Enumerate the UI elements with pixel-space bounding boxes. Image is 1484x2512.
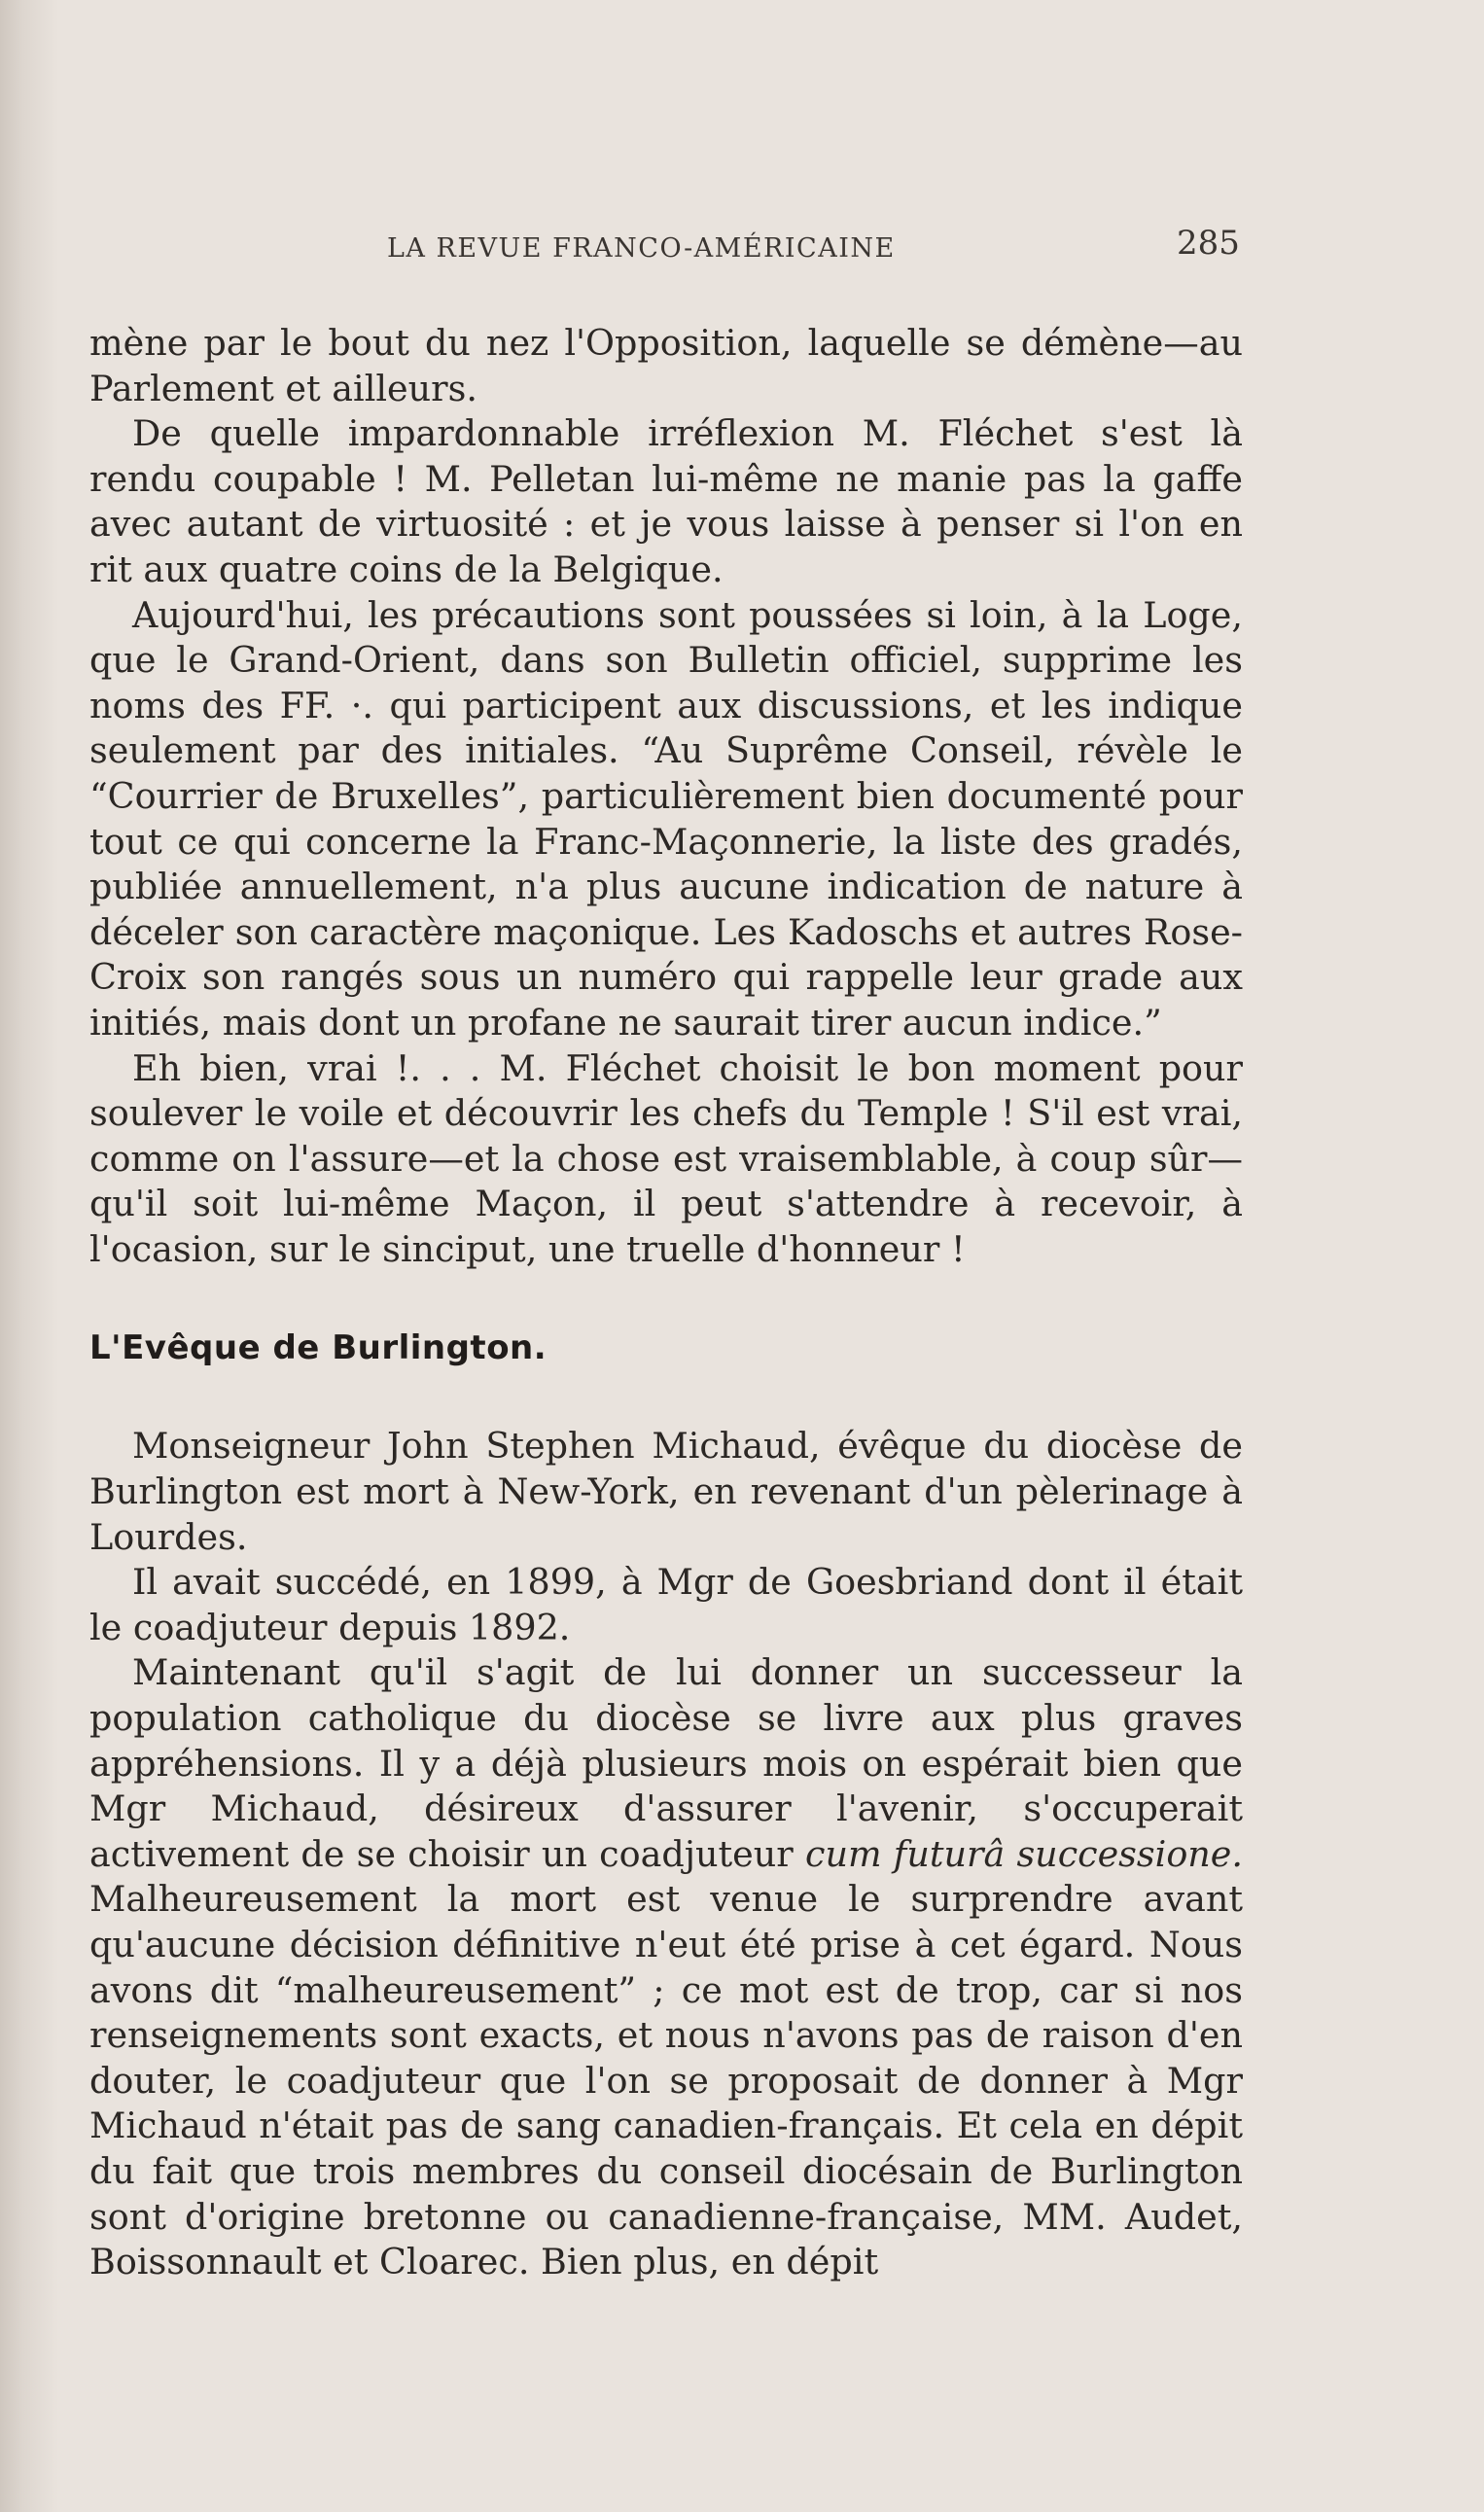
- paragraph: [89, 1650, 1243, 2284]
- page-number: 285: [1177, 224, 1240, 263]
- paragraph: De quelle impardonnable irréflexion M. Fléchet s'est là rendu coupable ! M. Pelletan lui-même ne manie pas la gaffe avec autant de virtuosité : et je vous laisse à penser si l'on en rit aux quatre coins de la Belgique.: [89, 412, 1243, 590]
- paragraph-text: Maintenant qu'il s'agit de lui donner un successeur la population catholique du diocèse se livre aux plus graves appréhensions. Il y a déjà plusieurs mois on espérait bien que Mgr Michaud, désireux d'assurer l'avenir, s'occuperait activement de se choisir un coadjuteur: [89, 1651, 1243, 1875]
- running-title: LA REVUE FRANCO-AMÉRICAINE: [387, 233, 896, 264]
- paragraph: Aujourd'hui, les précautions sont poussées si loin, à la Loge, que le Grand-Orient, dans son Bulletin officiel, supprime les noms des FF. ·. qui participent aux discussions, et les indique seulement par des initiales. “Au Suprême Conseil, révèle le “Courrier de Bruxelles”, particulièrement bien documenté pour tout ce qui concerne la Franc-Maçonnerie, la liste des gradés, publiée annuellement, n'a plus aucune indication de nature à déceler son caractère maçonique. Les Kadoschs et autres Rose-Croix son rangés sous un numéro qui rappelle leur grade aux initiés, mais dont un profane ne saurait tirer aucun indice.”: [89, 593, 1243, 1044]
- section-heading: L'Evêque de Burlington.: [89, 1328, 548, 1368]
- paragraph: Il avait succédé, en 1899, à Mgr de Goesbriand dont il était le coadjuteur depuis 1892.: [89, 1561, 1243, 1648]
- paragraph-text: Malheureusement la mort est venue le surprendre avant qu'aucune décision définitive n'eut été prise à cet égard. Nous avons dit “malheureusement” ; ce mot est de trop, car si nos renseignements sont exacts, et nous n'avons pas de raison d'en douter, le coadjuteur que l'on se proposait de donner à Mgr Michaud n'était pas de sang canadien-français. Et cela en dépit du fait que trois membres du conseil diocésain de Burlington sont d'origine bretonne ou canadienne-française, MM. Audet, Boissonnault et Cloarec. Bien plus, en dépit: [89, 1878, 1243, 2283]
- main-text: [89, 321, 1243, 2285]
- page-gutter-shadow: [0, 0, 58, 2512]
- paragraph-continued: mène par le bout du nez l'Opposition, laquelle se démène—au Parlement et ailleurs.: [89, 322, 1243, 409]
- paragraph: Monseigneur John Stephen Michaud, évêque du diocèse de Burlington est mort à New-York, en revenant d'un pèlerinage à Lourdes.: [89, 1425, 1243, 1558]
- latin-phrase: cum futurâ successione.: [805, 1832, 1244, 1875]
- paragraph: Eh bien, vrai !. . . M. Fléchet choisit le bon moment pour soulever le voile et découvrir les chefs du Temple ! S'il est vrai, comme on l'assure—et la chose est vraisemblable, à coup sûr—qu'il soit lui-même Maçon, il peut s'attendre à recevoir, à l'ocasion, sur le sinciput, une truelle d'honneur !: [89, 1046, 1243, 1270]
